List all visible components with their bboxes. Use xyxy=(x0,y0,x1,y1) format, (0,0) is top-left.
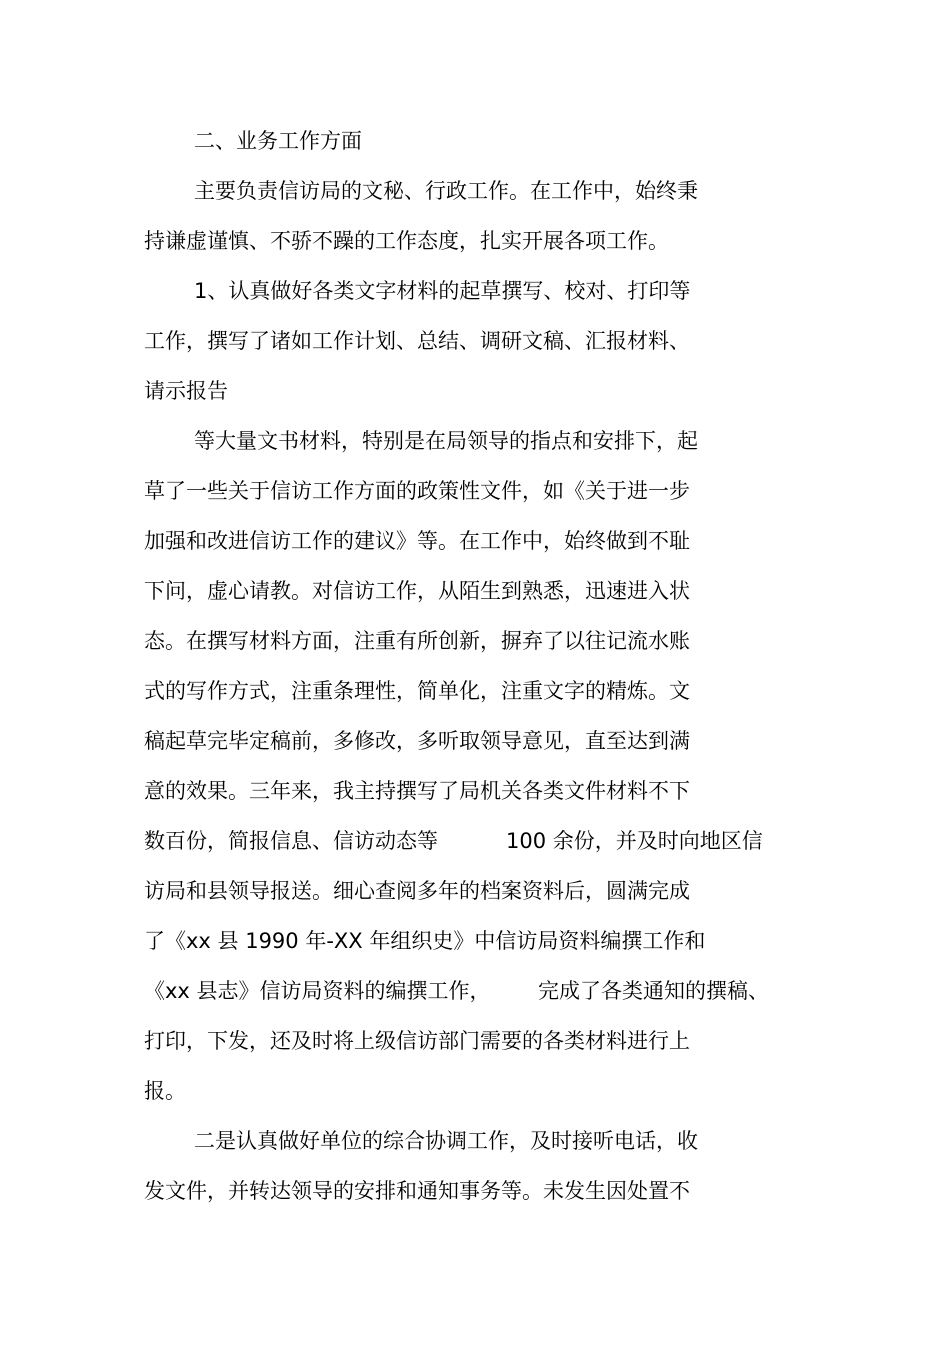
paragraph-line xyxy=(0,526,950,556)
paragraph-line xyxy=(0,626,950,656)
text-run: 持谦虚谨慎、不骄不躁的工作态度，扎实开展各项工作。 xyxy=(144,229,669,253)
paragraph-line xyxy=(0,476,950,506)
text-run: 意的效果。三年来，我主持撰写了局机关各类文件材料不下 xyxy=(144,779,690,803)
paragraph-line xyxy=(0,426,950,456)
text-run: 完成了各类通知的撰稿、 xyxy=(538,979,769,1003)
text-run: 稿起草完毕定稿前，多修改，多听取领导意见，直至达到满 xyxy=(144,729,690,753)
paragraph-line xyxy=(0,826,950,856)
text-run: 1、认真做好各类文字材料的起草撰写、校对、打印等 xyxy=(194,279,691,303)
text-run: 《xx 县志》信访局资料的编撰工作， xyxy=(144,979,491,1003)
text-run: 态。在撰写材料方面，注重有所创新，摒弃了以往记流水账 xyxy=(144,629,690,653)
text-run: 报。 xyxy=(144,1079,186,1103)
paragraph-line xyxy=(0,876,950,906)
paragraph-line xyxy=(0,726,950,756)
text-run: 下问，虚心请教。对信访工作，从陌生到熟悉，迅速进入状 xyxy=(144,579,690,603)
text-run: 二是认真做好单位的综合协调工作，及时接听电话，收 xyxy=(194,1129,698,1153)
text-run: 等大量文书材料，特别是在局领导的指点和安排下，起 xyxy=(194,429,698,453)
paragraph-line xyxy=(0,776,950,806)
paragraph-line xyxy=(0,226,950,256)
paragraph-line xyxy=(0,576,950,606)
paragraph-line xyxy=(0,1076,950,1106)
section-heading xyxy=(0,126,950,156)
text-run: 主要负责信访局的文秘、行政工作。在工作中，始终秉 xyxy=(194,179,698,203)
paragraph-line xyxy=(0,326,950,356)
paragraph-line xyxy=(0,976,950,1006)
paragraph-line xyxy=(0,176,950,206)
text-run: 工作，撰写了诸如工作计划、总结、调研文稿、汇报材料、 xyxy=(144,329,690,353)
paragraph-line xyxy=(0,376,950,406)
paragraph-line xyxy=(0,926,950,956)
paragraph-line xyxy=(0,276,950,306)
text-run: 访局和县领导报送。细心查阅多年的档案资料后，圆满完成 xyxy=(144,879,690,903)
text-run: 加强和改进信访工作的建议》等。在工作中，始终做到不耻 xyxy=(144,529,690,553)
text-run: 数百份，简报信息、信访动态等 xyxy=(144,829,438,853)
text-run: 打印，下发，还及时将上级信访部门需要的各类材料进行上 xyxy=(144,1029,690,1053)
heading-text: 二、业务工作方面 xyxy=(194,129,362,153)
paragraph-line xyxy=(0,1176,950,1206)
text-run: 式的写作方式，注重条理性，简单化，注重文字的精炼。文 xyxy=(144,679,690,703)
text-run: 发文件，并转达领导的安排和通知事务等。未发生因处置不 xyxy=(144,1179,690,1203)
text-run: 请示报告 xyxy=(144,379,228,403)
paragraph-line xyxy=(0,676,950,706)
text-run: 100 余份，并及时向地区信 xyxy=(506,829,763,853)
paragraph-line xyxy=(0,1026,950,1056)
paragraph-line xyxy=(0,1126,950,1156)
text-run: 草了一些关于信访工作方面的政策性文件，如《关于进一步 xyxy=(144,479,690,503)
text-run: 了《xx 县 1990 年-XX 年组织史》中信访局资料编撰工作和 xyxy=(144,929,706,953)
